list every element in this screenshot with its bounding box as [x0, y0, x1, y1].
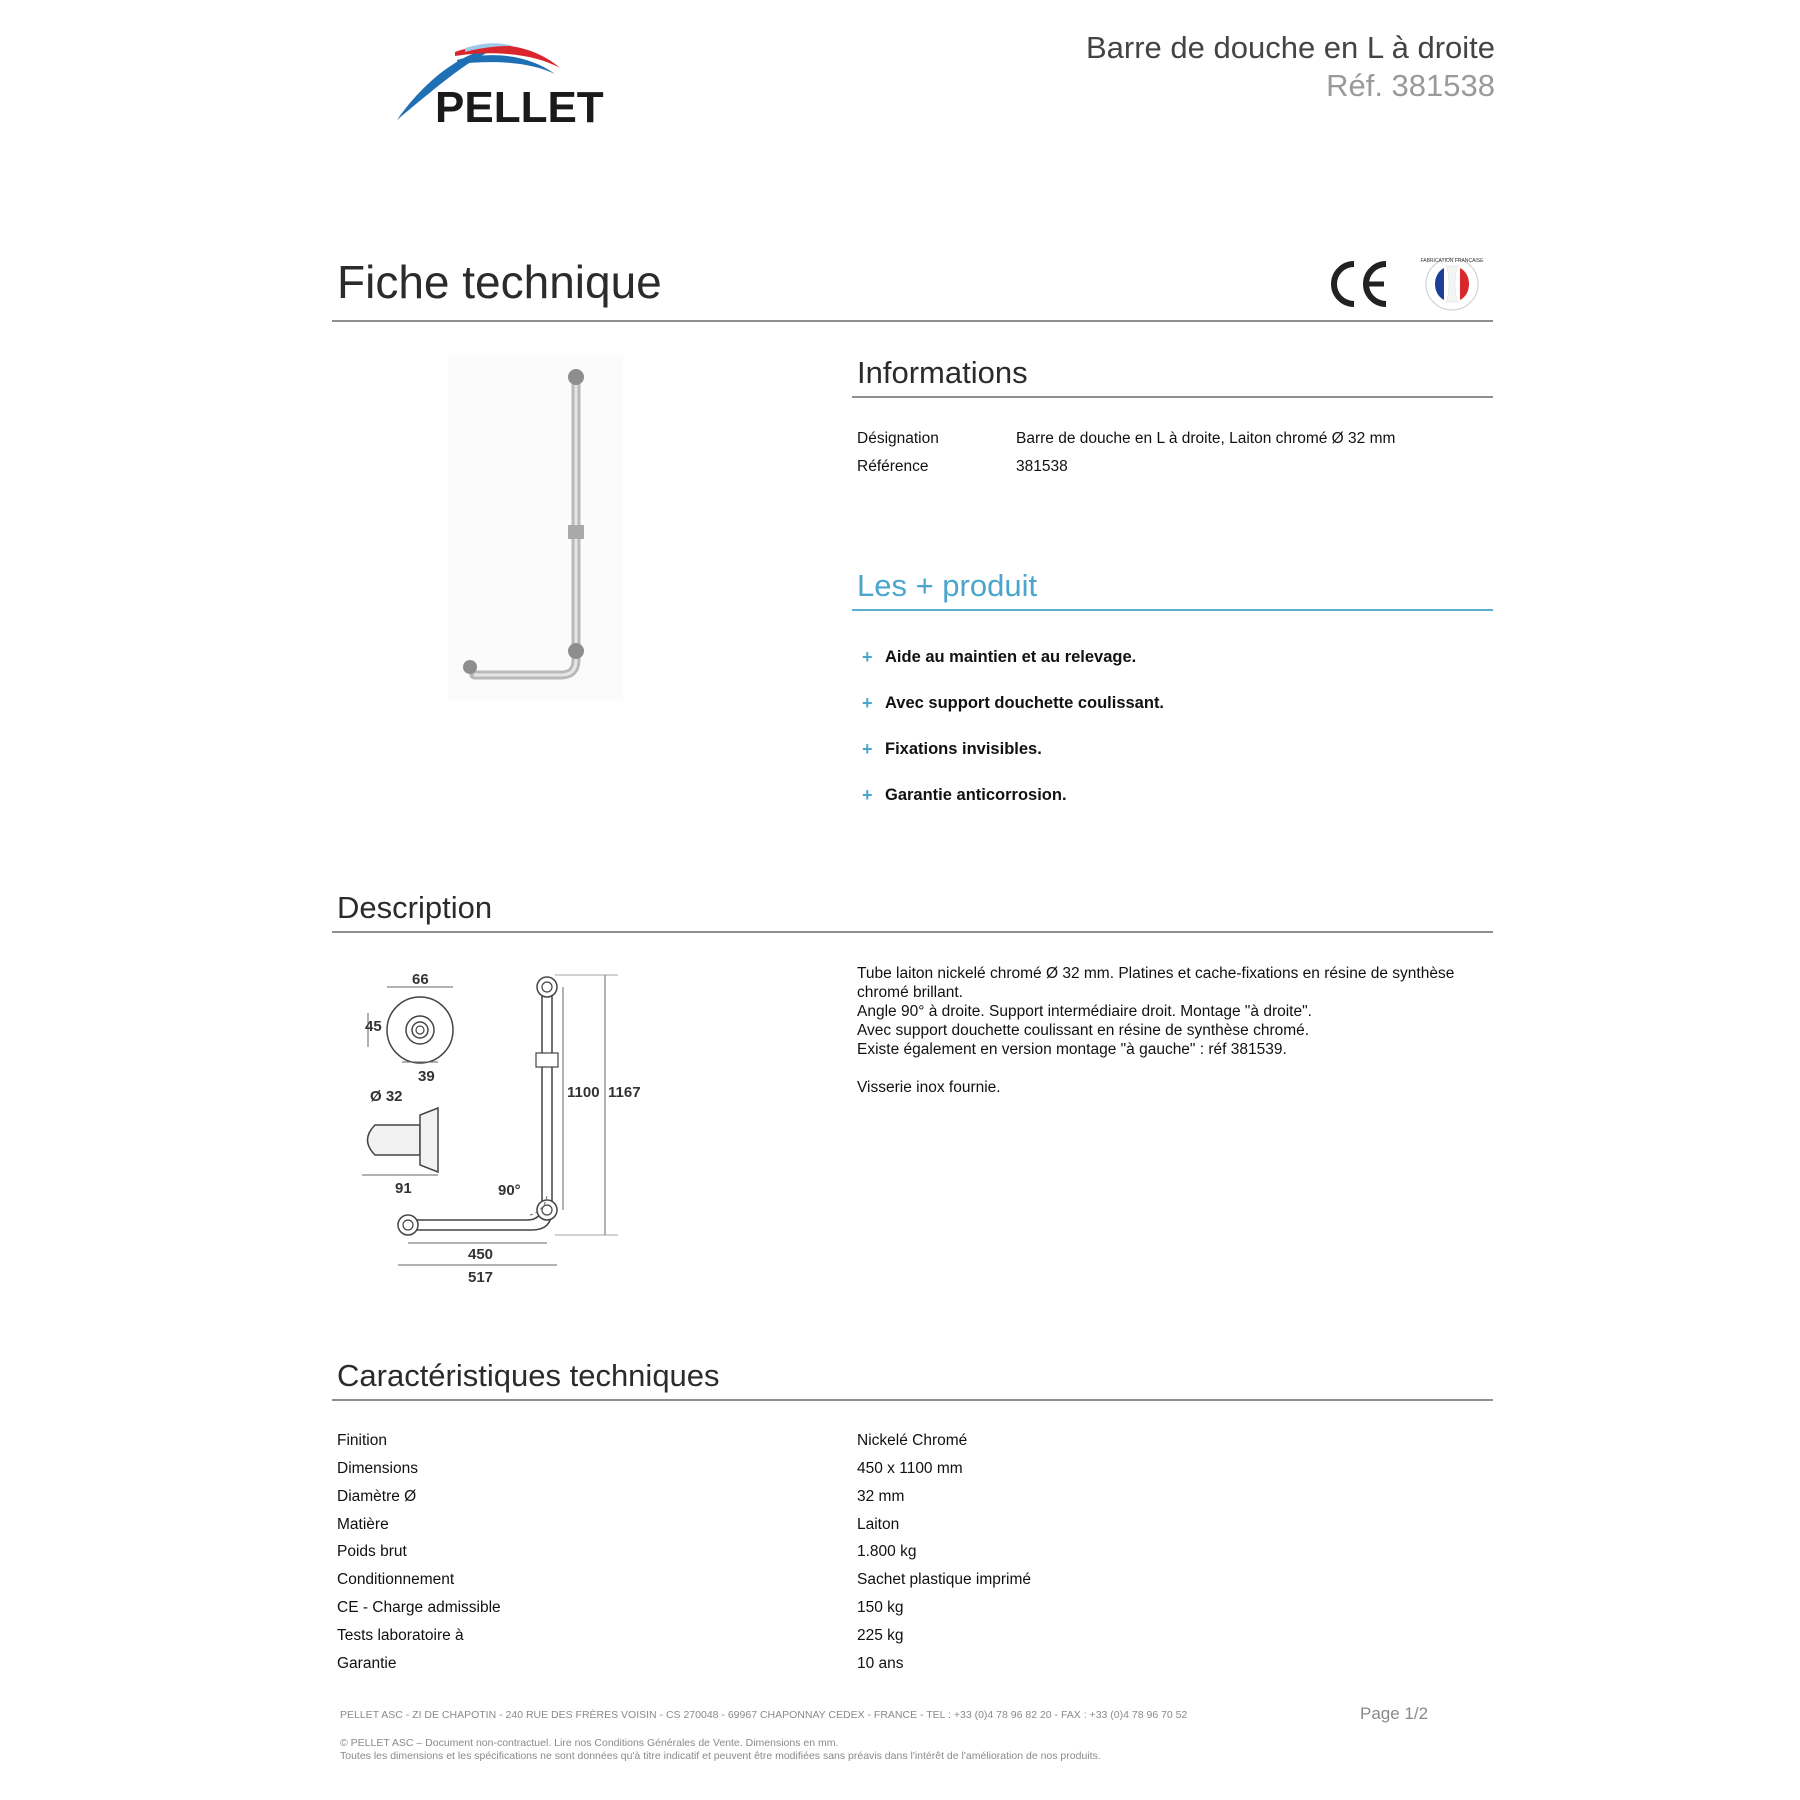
dim-depth: 91	[395, 1180, 412, 1197]
fabrication-francaise-icon	[1421, 258, 1485, 310]
description-line: Existe également en version montage "à gauche" : réf 381539.	[857, 1041, 1287, 1058]
plus-item: Fixations invisibles.	[885, 740, 1042, 758]
caracteristiques-rule	[332, 1399, 1493, 1401]
dim-plate-height: 45	[365, 1018, 382, 1035]
plus-icon: +	[862, 647, 873, 667]
description-heading: Description	[337, 890, 493, 925]
description-line: Avec support douchette coulissant en résine de synthèse chromé.	[857, 1022, 1310, 1039]
fabrication-label: FABRICATION FRANÇAISE	[1420, 258, 1484, 264]
info-value-reference: 381538	[1016, 458, 1068, 475]
spec-label: Conditionnement	[337, 1571, 455, 1588]
ce-mark-icon	[1334, 264, 1386, 304]
logo-wordmark: PELLET	[435, 83, 604, 130]
spec-label: Poids brut	[337, 1543, 407, 1560]
sheet-title: Fiche technique	[337, 256, 662, 308]
spec-value: Nickelé Chromé	[857, 1432, 968, 1449]
spec-value: 150 kg	[857, 1599, 904, 1616]
plus-item: Aide au maintien et au relevage.	[885, 648, 1137, 666]
spec-value: 450 x 1100 mm	[857, 1460, 963, 1477]
page-number: Page 1/2	[1360, 1704, 1429, 1723]
spec-value: 225 kg	[857, 1627, 904, 1644]
dim-diameter: Ø 32	[370, 1088, 403, 1105]
spec-value: Sachet plastique imprimé	[857, 1571, 1032, 1588]
spec-value: Laiton	[857, 1516, 900, 1533]
spec-label: Diamètre Ø	[337, 1488, 417, 1505]
description-line: chromé brillant.	[857, 984, 963, 1001]
description-line: Tube laiton nickelé chromé Ø 32 mm. Platines et cache-fixations en résine de synthèse	[857, 965, 1455, 982]
spec-label: Finition	[337, 1432, 387, 1449]
plus-produit-heading: Les + produit	[857, 568, 1038, 603]
footer-disclaimer: Toutes les dimensions et les spécifications ne sont données qu'à titre indicatif et peuvent être modifiées sans préavis dans l'intérêt de l'amélioration de nos produits.	[340, 1750, 1101, 1762]
dim-width-outer: 517	[468, 1269, 494, 1286]
info-value-designation: Barre de douche en L à droite, Laiton chromé Ø 32 mm	[1016, 430, 1396, 447]
plus-icon: +	[862, 739, 873, 759]
caracteristiques-heading: Caractéristiques techniques	[337, 1358, 720, 1393]
informations-heading: Informations	[857, 355, 1028, 390]
dim-height-outer: 1167	[608, 1084, 641, 1101]
dim-angle: 90°	[498, 1182, 521, 1199]
info-label-designation: Désignation	[857, 430, 939, 447]
spec-value: 32 mm	[857, 1488, 905, 1505]
spec-label: Garantie	[337, 1655, 397, 1672]
description-rule	[332, 931, 1493, 933]
plus-icon: +	[862, 785, 873, 805]
dim-height-inner: 1100	[567, 1084, 600, 1101]
spec-label: Matière	[337, 1516, 389, 1533]
sheet-title-rule	[332, 320, 1493, 322]
technical-drawing	[350, 965, 660, 1295]
product-photo	[448, 355, 623, 700]
spec-value: 10 ans	[857, 1655, 904, 1672]
spec-value: 1.800 kg	[857, 1543, 917, 1560]
description-line: Angle 90° à droite. Support intermédiaire droit. Montage "à droite".	[857, 1003, 1312, 1020]
dim-width-inner: 450	[468, 1246, 494, 1263]
header-product-title: Barre de douche en L à droite	[1085, 30, 1495, 65]
plus-icon: +	[862, 693, 873, 713]
plus-item: Avec support douchette coulissant.	[885, 694, 1165, 712]
description-line: Visserie inox fournie.	[857, 1079, 1001, 1096]
informations-rule	[852, 396, 1493, 398]
header-product-ref: Réf. 381538	[1326, 68, 1495, 103]
spec-label: CE - Charge admissible	[337, 1599, 501, 1616]
plus-produit-rule	[852, 609, 1493, 611]
footer-copyright: © PELLET ASC – Document non-contractuel. Lire nos Conditions Générales de Vente. Dimensions en mm.	[340, 1737, 839, 1749]
dim-hole-spacing: 39	[418, 1068, 435, 1085]
info-label-reference: Référence	[857, 458, 929, 475]
spec-label: Dimensions	[337, 1460, 418, 1477]
pellet-logo	[395, 40, 635, 130]
footer-address: PELLET ASC - ZI DE CHAPOTIN - 240 RUE DES FRÈRES VOISIN - CS 270048 - 69967 CHAPONNAY CEDEX - FRANCE - TEL : +33 (0)4 78 96 82 20 - FAX : +33 (0)4 78 96 70 52	[340, 1709, 1188, 1721]
plus-item: Garantie anticorrosion.	[885, 786, 1067, 804]
dim-plate-width: 66	[412, 971, 429, 988]
certification-badges	[1328, 256, 1493, 312]
spec-label: Tests laboratoire à	[337, 1627, 464, 1644]
